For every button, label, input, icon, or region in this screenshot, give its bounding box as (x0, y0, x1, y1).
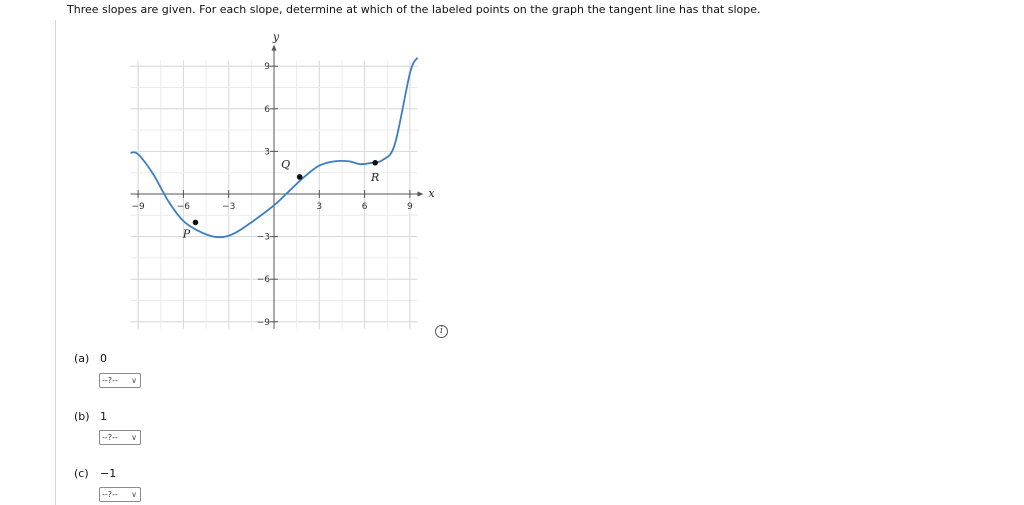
x-tick-label: 6 (361, 202, 368, 212)
part-c-select-value: --?-- (102, 490, 118, 499)
x-tick-label: 3 (316, 202, 323, 212)
part-a-select[interactable] (99, 373, 141, 388)
part-b-label: (b) (74, 410, 90, 423)
part-b-select-value: --?-- (102, 433, 118, 442)
x-tick-label: −6 (176, 202, 191, 212)
question-instructions: Three slopes are given. For each slope, determine at which of the labeled points on the graph the tangent line has that slope. (67, 3, 761, 16)
chevron-down-icon: ∨ (131, 376, 137, 385)
point-label-q: Q (281, 157, 291, 171)
y-tick-label: −9 (256, 317, 270, 328)
part-c-label: (c) (74, 467, 89, 480)
point-label-p: P (182, 227, 191, 241)
part-b (74, 410, 107, 423)
part-a-label: (a) (74, 352, 90, 365)
x-tick-label: −9 (131, 202, 145, 212)
point-r (372, 160, 378, 166)
part-c-slope: −1 (100, 467, 117, 480)
part-a-slope: 0 (100, 352, 107, 365)
chevron-down-icon: ∨ (131, 490, 137, 499)
point-q (297, 174, 303, 180)
info-icon[interactable]: i (435, 325, 448, 338)
part-a-select-value: --?-- (102, 376, 118, 385)
y-tick-label: 6 (264, 104, 270, 115)
point-label-r: R (371, 170, 380, 184)
chevron-down-icon: ∨ (131, 433, 137, 442)
x-tick-label: −3 (222, 202, 236, 212)
x-tick-label: 9 (407, 202, 413, 212)
x-axis-arrow (417, 192, 423, 197)
part-b-select[interactable] (99, 430, 141, 445)
part-b-slope: 1 (100, 410, 107, 423)
part-c (74, 467, 116, 480)
part-c-select[interactable] (99, 487, 141, 502)
y-tick-label: −3 (256, 232, 270, 243)
y-axis-title: y (272, 30, 280, 44)
y-tick-label: −6 (256, 275, 270, 286)
y-tick-label: 9 (264, 62, 270, 73)
x-axis-title: x (428, 187, 435, 200)
point-p (193, 220, 199, 226)
y-tick-label: 3 (264, 147, 270, 158)
y-axis-arrow (272, 45, 277, 51)
part-a (74, 352, 107, 365)
